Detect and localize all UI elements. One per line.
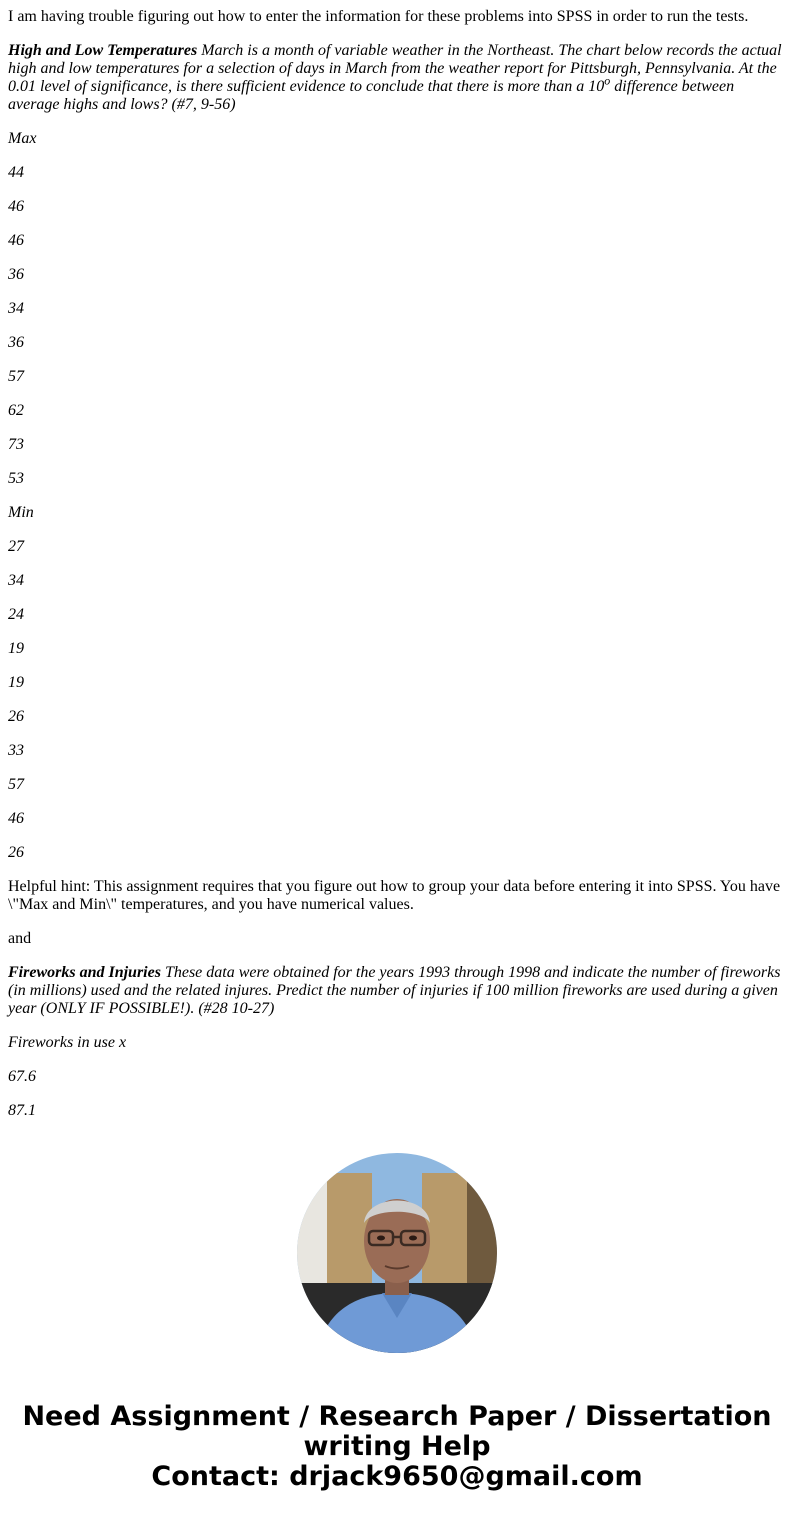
max-value: 44 [8, 164, 24, 181]
max-value: 57 [8, 368, 24, 385]
footer-banner [0, 1402, 794, 1492]
author-photo [297, 1153, 497, 1353]
fireworks-list [8, 1034, 786, 1120]
min-value: 26 [8, 844, 24, 861]
max-value: 53 [8, 470, 24, 487]
footer-contact-text: Contact: drjack9650@gmail.com [151, 1461, 643, 1492]
fireworks-value: 87.1 [8, 1102, 36, 1119]
max-value: 36 [8, 334, 24, 351]
max-label: Max [8, 130, 37, 147]
problem1-statement [8, 42, 786, 114]
min-value: 19 [8, 674, 24, 691]
max-value: 36 [8, 266, 24, 283]
max-value: 62 [8, 402, 24, 419]
min-value: 34 [8, 572, 24, 589]
min-value: 26 [8, 708, 24, 725]
min-list [8, 504, 786, 862]
min-value: 57 [8, 776, 24, 793]
max-value: 46 [8, 232, 24, 249]
max-value: 34 [8, 300, 24, 317]
min-value: 33 [8, 742, 24, 759]
min-label: Min [8, 504, 34, 521]
max-value: 46 [8, 198, 24, 215]
post-content [8, 8, 786, 1136]
author-avatar [297, 1153, 497, 1353]
degree-superscript: o [604, 73, 611, 88]
problem2-text: These data were obtained for the years 1993 through 1998 and indicate the number of fireworks (in millions) used and the related injures. Predict the number of injuries if 100 million fireworks are used during a given year (ONLY IF POSSIBLE!). (#28 10-27) [8, 964, 781, 1017]
min-value: 46 [8, 810, 24, 827]
problem1-title: High and Low Temperatures [8, 42, 198, 59]
min-value: 24 [8, 606, 24, 623]
fireworks-label: Fireworks in use x [8, 1034, 127, 1051]
and-text: and [8, 930, 32, 947]
fireworks-value: 67.6 [8, 1068, 36, 1085]
min-value: 19 [8, 640, 24, 657]
max-list [8, 130, 786, 488]
footer-help-text: Need Assignment / Research Paper / Dissertation writing Help [22, 1401, 772, 1462]
max-value: 73 [8, 436, 24, 453]
problem1-text-b: difference between average highs and lows? (#7, 9-56) [8, 78, 735, 113]
hint-text: Helpful hint: This assignment requires that you figure out how to group your data before entering it into SPSS. You have \"Max and Min\" temperatures, and you have numerical values. [8, 878, 781, 913]
min-value: 27 [8, 538, 24, 555]
problem1-text-a: March is a month of variable weather in the Northeast. The chart below records the actual high and low temperatures for a selection of days in March from the weather report for Pittsburgh, Pennsylvania. At the 0.01 level of significance, is there sufficient evidence to conclude that there is more than a 10 [8, 42, 782, 95]
problem2-title: Fireworks and Injuries [8, 964, 161, 981]
intro-text: I am having trouble figuring out how to enter the information for these problems into SPSS in order to run the tests. [8, 8, 749, 25]
problem2-statement [8, 964, 786, 1018]
